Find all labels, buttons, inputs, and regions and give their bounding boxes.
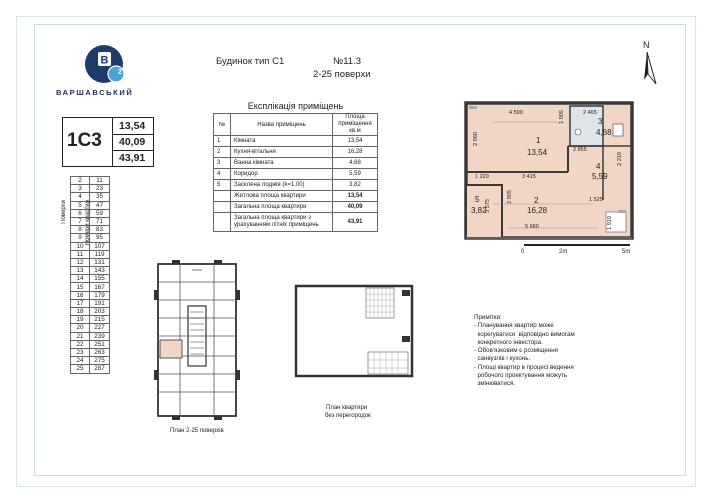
floor-number: 14 <box>71 275 90 283</box>
floor-plan-thumbnail <box>152 260 242 420</box>
table-row <box>71 177 110 185</box>
apartment-number: 35 <box>90 193 110 201</box>
table-row <box>71 357 110 365</box>
no-partitions-caption-2: без перегородок <box>325 413 371 419</box>
apartment-number: 191 <box>90 299 110 307</box>
total-row: Загальна площа квартири з урахуванням літніх приміщень 43,91 <box>214 213 378 232</box>
dim-5680: 5 680 <box>525 224 539 230</box>
room-3-number: 3 <box>598 117 603 126</box>
apartment-number: 119 <box>90 250 110 258</box>
apartment-number: 95 <box>90 234 110 242</box>
floor-number: 3 <box>71 185 90 193</box>
floor-number: 22 <box>71 340 90 348</box>
dim-1525: 1 525 <box>589 197 603 203</box>
total-summer-area-value: 43,91 <box>119 152 146 164</box>
dim-2905: 2 905 <box>506 190 513 204</box>
table-row <box>71 258 110 266</box>
notes-line: змінюватися. <box>474 380 515 388</box>
scale-5m: 5m <box>622 249 631 255</box>
room-3-area: 4,68 <box>596 128 612 137</box>
logo-badge: 2 <box>118 69 122 76</box>
col-no: № <box>214 114 231 136</box>
floors-label: Поверхи <box>61 200 67 224</box>
plan-no-partitions <box>292 282 418 382</box>
floors-table <box>70 176 110 374</box>
floor-number: 11 <box>71 250 90 258</box>
floor-number: 9 <box>71 234 90 242</box>
total-row: Загальна площа квартири 40,09 <box>214 202 378 213</box>
table-row <box>71 283 110 291</box>
scale-bar-segment <box>524 244 566 246</box>
apartment-number: 107 <box>90 242 110 250</box>
table-row <box>71 234 110 242</box>
dim-2465: 2 465 <box>583 110 597 116</box>
table-row <box>71 308 110 316</box>
apartment-number: 155 <box>90 275 110 283</box>
notes-title: Примітки: <box>474 314 502 321</box>
dim-3415: 3 415 <box>522 174 536 180</box>
floor-plan-caption: План 2-25 поверхів <box>170 428 224 434</box>
explication-title: Експлікація приміщень <box>247 101 344 111</box>
col-name: Назва приміщень <box>231 114 333 136</box>
dim-2210: 2 210 <box>616 152 623 166</box>
room-1-number: 1 <box>536 136 541 145</box>
table-row: 1 Кімната 13,54 <box>214 136 378 147</box>
apartment-type-code: 1С3 <box>67 130 102 151</box>
table-row <box>71 226 110 234</box>
table-row <box>71 193 110 201</box>
north-label: N <box>643 40 650 50</box>
table-row: 2 Кухня-вітальня 16,28 <box>214 147 378 158</box>
floor-number: 6 <box>71 209 90 217</box>
room-5-area: 3,82 <box>471 206 487 215</box>
floor-number: 17 <box>71 299 90 307</box>
apartment-number: 203 <box>90 308 110 316</box>
notes-block <box>474 314 624 389</box>
building-label: Будинок тип С1 <box>216 56 285 67</box>
apartment-number: 263 <box>90 348 110 356</box>
north-arrow-icon <box>640 50 662 95</box>
apt-number: №11.3 <box>333 56 361 67</box>
floor-number: 12 <box>71 258 90 266</box>
notes-line: - Планування квартир може <box>474 322 554 330</box>
apartment-number: 23 <box>90 185 110 193</box>
apartment-plan <box>463 100 635 241</box>
room-2-number: 2 <box>534 196 539 205</box>
floor-number: 25 <box>71 365 90 373</box>
scale-0: 0 <box>521 249 525 255</box>
table-row <box>71 209 110 217</box>
room-4-number: 4 <box>596 162 601 171</box>
floor-number: 13 <box>71 267 90 275</box>
apartment-number: 227 <box>90 324 110 332</box>
table-row <box>71 242 110 250</box>
apartment-number: 59 <box>90 209 110 217</box>
table-row <box>71 250 110 258</box>
table-row <box>71 299 110 307</box>
dim-4590: 4 590 <box>509 110 523 116</box>
notes-line: санвузлів і кухонь. <box>474 355 531 363</box>
dim-2855: 2 855 <box>573 147 587 153</box>
dim-2960: 2 960 <box>472 132 479 146</box>
apartment-type-box <box>62 117 154 167</box>
floor-number: 16 <box>71 291 90 299</box>
table-row <box>71 217 110 225</box>
no-partitions-caption-1: План квартири <box>326 405 368 411</box>
apartment-number: 167 <box>90 283 110 291</box>
notes-line: конкретного інвестора. <box>474 338 543 346</box>
notes-line: - Площі квартир в процесі ведення <box>474 363 574 371</box>
apartment-number: 47 <box>90 201 110 209</box>
floor-number: 19 <box>71 316 90 324</box>
table-row: 4 Коридор 5,59 <box>214 169 378 180</box>
svg-text:В: В <box>100 54 109 67</box>
apartment-number: 251 <box>90 340 110 348</box>
floor-number: 4 <box>71 193 90 201</box>
room-1-area: 13,54 <box>527 148 548 157</box>
floors-range: 2-25 поверхи <box>313 69 371 80</box>
table-row <box>71 348 110 356</box>
notes-line: робочого проектування можуть <box>474 372 568 380</box>
floor-number: 20 <box>71 324 90 332</box>
table-row <box>71 324 110 332</box>
room-4-area: 5,59 <box>592 172 608 181</box>
dim-3575: 3 575 <box>484 199 491 213</box>
table-row <box>71 275 110 283</box>
apt-numbers-label: Номери квартир <box>85 200 91 246</box>
floor-number: 10 <box>71 242 90 250</box>
total-area-value: 40,09 <box>119 136 146 148</box>
table-row <box>71 185 110 193</box>
apartment-number: 179 <box>90 291 110 299</box>
table-row: 3 Ванна кімната 4,68 <box>214 158 378 169</box>
room-2-area: 16,28 <box>527 206 548 215</box>
table-row <box>71 365 110 373</box>
table-row <box>71 291 110 299</box>
apartment-number: 239 <box>90 332 110 340</box>
floor-number: 15 <box>71 283 90 291</box>
floor-number: 8 <box>71 226 90 234</box>
floor-number: 24 <box>71 357 90 365</box>
table-row <box>71 316 110 324</box>
apartment-number: 215 <box>90 316 110 324</box>
floor-number: 5 <box>71 201 90 209</box>
col-area: Площа приміщення кв.м <box>333 114 378 136</box>
apartment-number: 275 <box>90 357 110 365</box>
floor-number: 2 <box>71 177 90 185</box>
notes-line: корегуватися відповідно вимогам <box>474 330 575 338</box>
floor-number: 23 <box>71 348 90 356</box>
floor-number: 18 <box>71 308 90 316</box>
dim-1905: 1 905 <box>558 110 565 124</box>
apartment-number: 11 <box>90 177 110 185</box>
notes-line: - Обов'язковим є розміщення <box>474 347 558 355</box>
scale-2m: 2m <box>559 249 568 255</box>
total-row: Житлова площа квартири 13,54 <box>214 191 378 202</box>
apartment-number: 143 <box>90 267 110 275</box>
dim-1910: 1 910 <box>606 216 613 230</box>
apartment-number: 131 <box>90 258 110 266</box>
floor-number: 7 <box>71 217 90 225</box>
table-row <box>71 267 110 275</box>
room-5-number: 5 <box>475 195 480 204</box>
table-row <box>71 332 110 340</box>
apartment-number: 83 <box>90 226 110 234</box>
logo-name: ВАРШАВСЬКИЙ <box>56 88 134 97</box>
apartment-number: 71 <box>90 217 110 225</box>
table-row: 5 Засклена лоджія (k=1,00) 3,82 <box>214 180 378 191</box>
explication-table <box>213 99 378 232</box>
dim-1220: 1 220 <box>475 174 489 180</box>
living-area-value: 13,54 <box>119 120 146 132</box>
table-row <box>71 201 110 209</box>
floor-number: 21 <box>71 332 90 340</box>
apartment-number: 287 <box>90 365 110 373</box>
table-row <box>71 340 110 348</box>
